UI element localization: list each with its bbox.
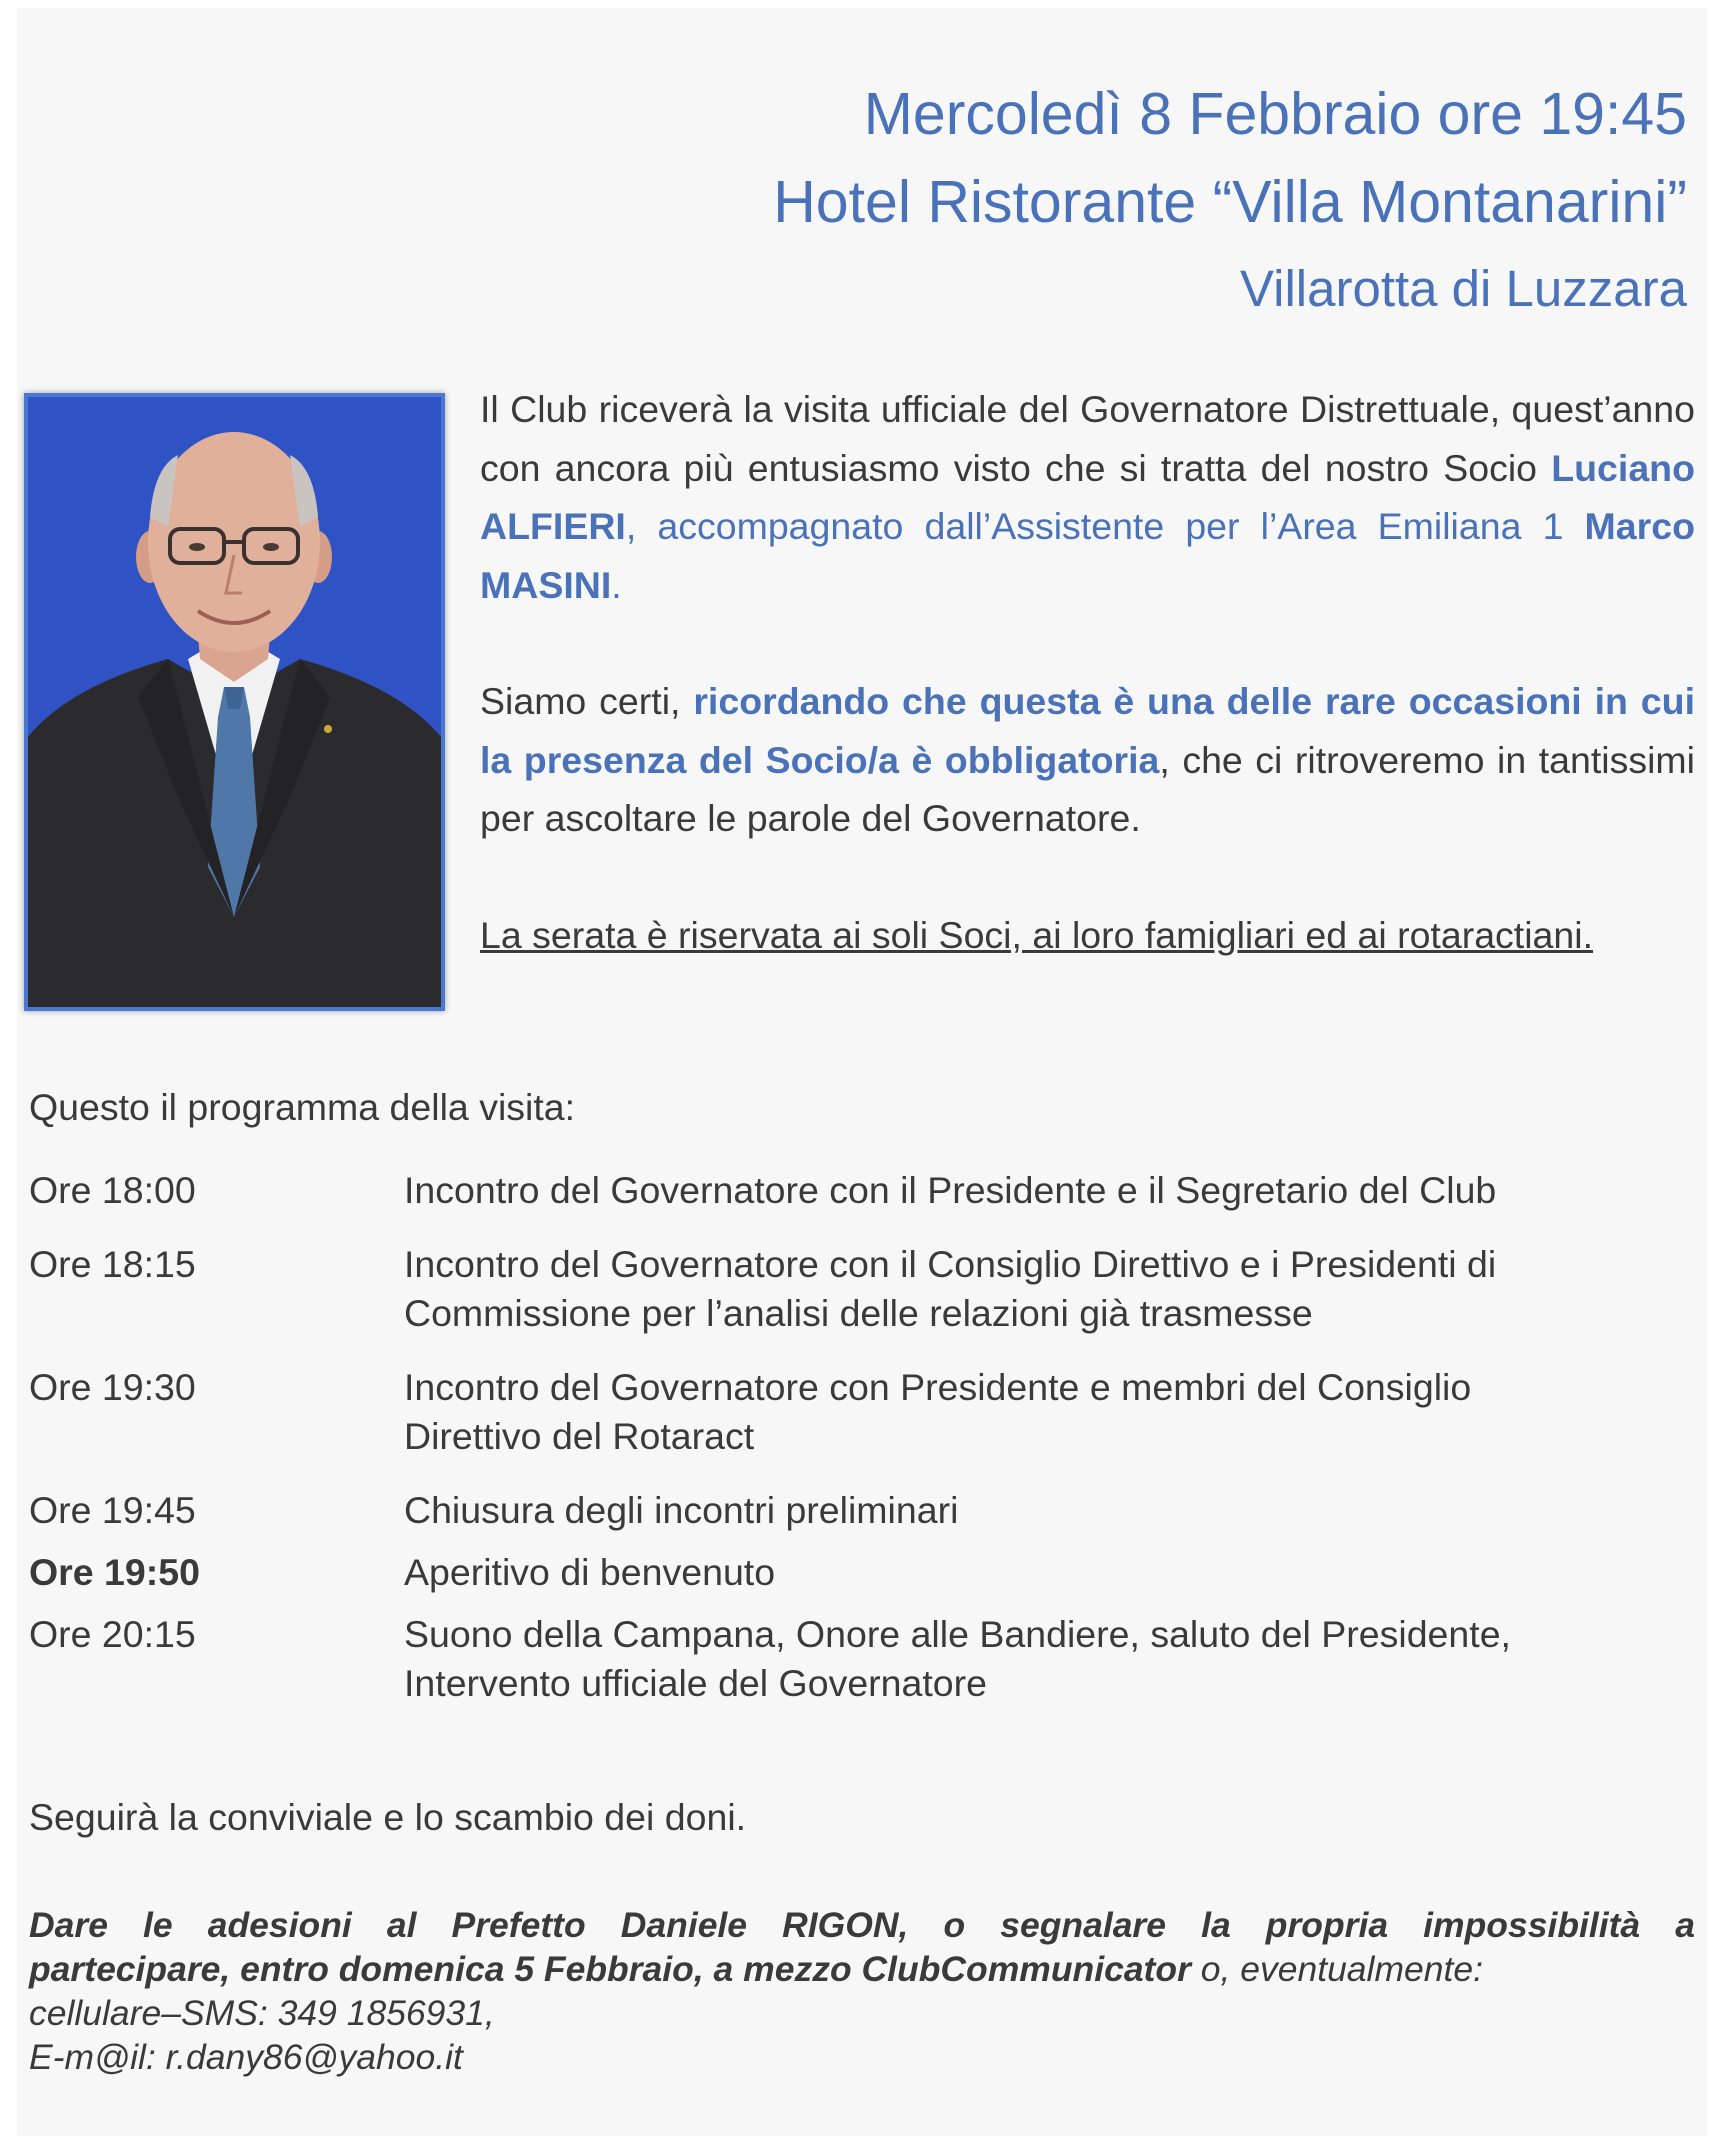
schedule-description: Chiusura degli incontri preliminari — [404, 1489, 959, 1531]
schedule-time: Ore 19:45 — [29, 1489, 196, 1531]
schedule-time: Ore 19:30 — [29, 1366, 196, 1408]
schedule-row — [29, 1486, 1689, 1535]
schedule-row — [29, 1548, 1689, 1597]
schedule-description: Incontro del Governatore con Presidente e membri del Consiglio Direttivo del Rotaract — [404, 1366, 1472, 1457]
intro-period: . — [611, 563, 622, 606]
schedule-description: Suono della Campana, Onore alle Bandiere, saluto del Presidente, Intervento ufficiale del Governatore — [404, 1613, 1511, 1704]
assistant-text: , accompagnato dall’Assistente per l’Area Emiliana 1 — [625, 505, 1585, 547]
schedule-description: Incontro del Governatore con il Presidente e il Segretario del Club — [404, 1169, 1497, 1211]
portrait-illustration — [28, 397, 441, 1007]
rsvp-instructions — [29, 1903, 1695, 2079]
schedule-row — [29, 1363, 1689, 1461]
schedule-description: Incontro del Governatore con il Consiglio Direttivo e i Presidenti di Commissione per l’analisi delle relazioni già trasmesse — [404, 1243, 1497, 1334]
program-title: Questo il programma della visita: — [29, 1086, 576, 1128]
closing-note: Seguirà la conviviale e lo scambio dei doni. — [29, 1796, 747, 1838]
intro-text — [480, 380, 1695, 964]
schedule-description: Aperitivo di benvenuto — [404, 1551, 776, 1593]
governor-name: Luciano ALFIERI — [480, 446, 1695, 547]
schedule-time: Ore 18:15 — [29, 1243, 196, 1285]
rsvp-email: E-m@il: r.dany86@yahoo.it — [29, 2037, 463, 2077]
rsvp-line-1: Dare le adesioni al Prefetto Daniele RIGON, o segnalare la propria impossibilità a — [29, 1905, 1695, 1945]
rsvp-phone: cellulare–SMS: 349 1856931, — [29, 1993, 495, 2033]
mandatory-attendance-note: ricordando che questa è una delle rare occasioni in cui la presenza del Socio/a è obbligatoria — [480, 680, 1695, 781]
event-header — [773, 70, 1687, 332]
schedule-row — [29, 1166, 1689, 1215]
schedule-row — [29, 1240, 1689, 1338]
schedule-time: Ore 18:00 — [29, 1169, 196, 1211]
rsvp-alternative: o, eventualmente: — [1190, 1949, 1483, 1989]
governor-portrait-photo — [24, 393, 445, 1011]
intro-paragraph-attendance — [480, 672, 1695, 848]
reserved-evening-note: La serata è riservata ai soli Soci, ai loro famigliari ed ai rotaractiani. — [480, 913, 1594, 956]
document-page — [17, 8, 1707, 2136]
schedule-time: Ore 20:15 — [29, 1613, 196, 1655]
schedule-row — [29, 1610, 1689, 1708]
attendance-text-run-end: , che ci ritroveremo in tantissimi per ascoltare le parole del Governatore. — [480, 738, 1695, 839]
rsvp-line-2 — [29, 1947, 1695, 1991]
program-schedule — [29, 1166, 1689, 1708]
attendance-text-run: Siamo certi, — [480, 680, 694, 722]
intro-text-run: Il Club riceverà la visita ufficiale del Governatore Distrettuale, quest’anno con ancora più entusiasmo visto che si tratta del nostro Socio — [480, 388, 1695, 489]
event-venue: Hotel Ristorante “Villa Montanarini” — [773, 169, 1687, 235]
event-date-time: Mercoledì 8 Febbraio ore 19:45 — [863, 81, 1687, 147]
rsvp-deadline: partecipare, entro domenica 5 Febbraio, a mezzo ClubCommunicator — [29, 1949, 1191, 1989]
intro-paragraph-visit — [480, 380, 1695, 614]
schedule-time: Ore 19:50 — [29, 1551, 200, 1593]
assistant-name: Marco MASINI — [480, 505, 1695, 606]
event-location: Villarotta di Luzzara — [1240, 260, 1687, 317]
